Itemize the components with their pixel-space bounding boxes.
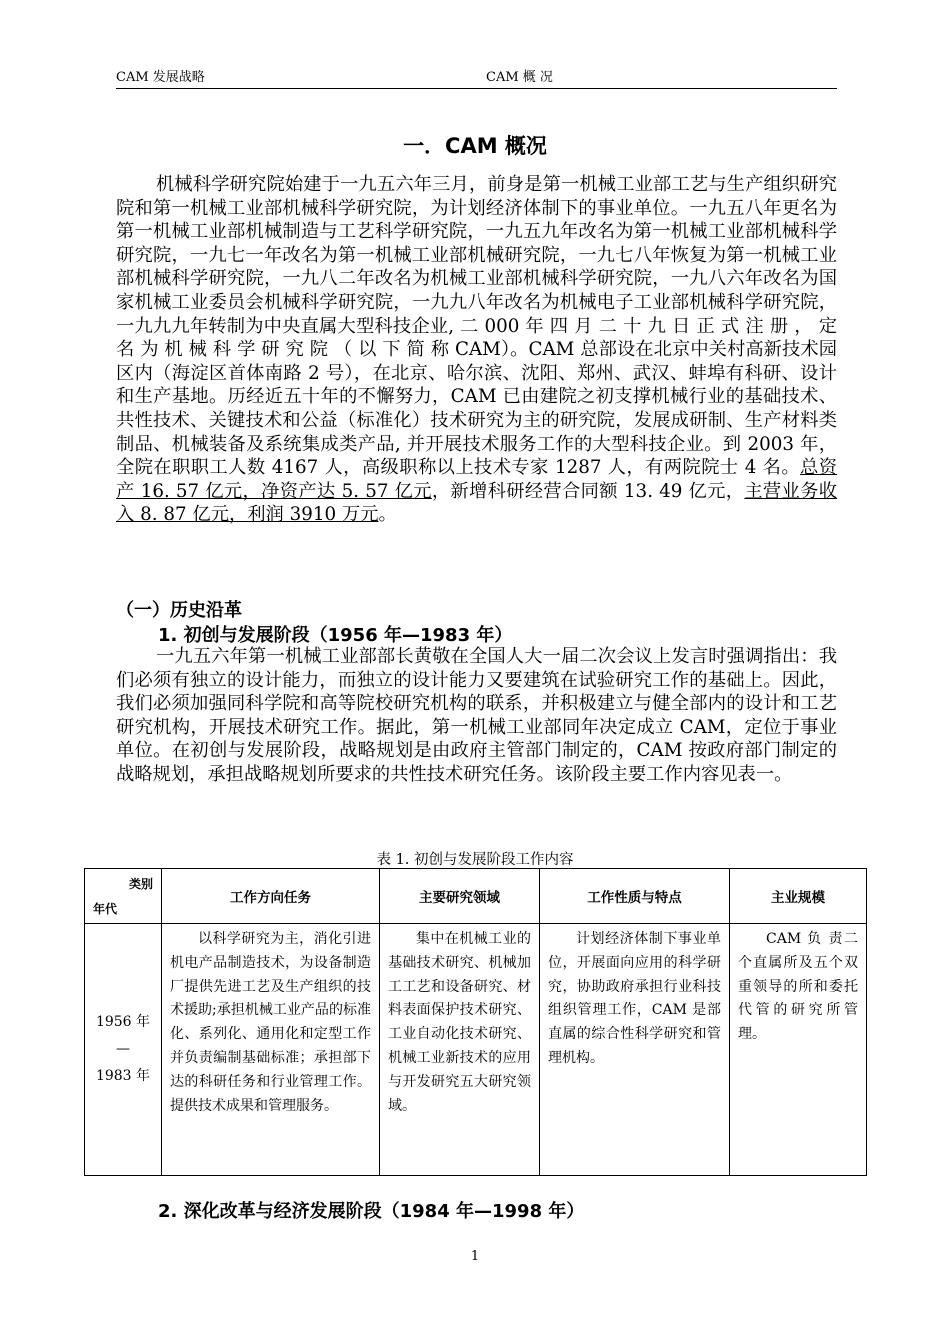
- scale-cell: [730, 924, 867, 1176]
- table-header-scale: 主业规模: [730, 869, 867, 924]
- stage1-paragraph: 一九五六年第一机械工业部部长黄敬在全国人大一届二次会议上发言时强调指出：我们必须有独立的设计能力，而独立的设计能力又要建筑在试验研究工作的基础上。因此，我们必须加强同科学院和高等院校研究机构的联系，并积极建立与健全部内的设计和工艺研究机构，开展技术研究工作。据此，第一机械工业部同年决定成立 CAM，定位于事业单位。在初创与发展阶段，战略规划是由政府主管部门制定的，CAM 按政府部门制定的战略规划，承担战略规划所要求的共性技术研究任务。该阶段主要工作内容见表一。: [116, 646, 837, 785]
- section-history-heading: （一）历史沿革: [116, 600, 242, 621]
- scale-text: CAM 负 责二个直属所及五个双重领导的所和委托代管的研究所管理。: [738, 931, 858, 1043]
- page-number: 1: [470, 1249, 480, 1264]
- era-start: 1956 年: [95, 1014, 151, 1030]
- header-left: CAM 发展战略: [116, 70, 205, 85]
- stage2-heading: 2. 深化改革与经济发展阶段（1984 年—1998 年）: [158, 1201, 585, 1222]
- corner-category-label: 类别: [128, 877, 153, 891]
- table-corner-cell: [85, 869, 162, 924]
- header-center: CAM 概 况: [486, 70, 553, 85]
- page-title: 一．CAM 概况: [403, 134, 547, 158]
- corner-era-label: 年代: [93, 902, 118, 916]
- table-header-row: [85, 869, 867, 924]
- era-end: 1983 年: [95, 1068, 151, 1084]
- intro-paragraph: [116, 173, 837, 527]
- direction-text: 以科学研究为主，消化引进机电产品制造技术，为设备制造厂提供先进工艺及生产组织的技术援助;承担机械工业产品的标准化、系列化、通用化和定型工作并负责编制基础标准；承担部下达的科研任务和行业管理工作。提供技术成果和管理服务。: [170, 931, 371, 1114]
- work-content-table: [84, 868, 867, 1176]
- nature-text: 计划经济体制下事业单位，开展面向应用的科学研究，协助政府承担行业科技组织管理工作，CAM 是部直属的综合性科学研究和管理机构。: [548, 931, 721, 1066]
- direction-cell: [162, 924, 380, 1176]
- table-header-nature: 工作性质与特点: [540, 869, 730, 924]
- page-header: [116, 66, 837, 89]
- table-row: [85, 924, 867, 1176]
- intro-text-c: 。: [378, 504, 397, 526]
- fields-text: 集中在机械工业的基础技术研究、机械加工工艺和设备研究、材料表面保护技术研究、工业自动化技术研究、机械工业新技术的应用与开发研究五大研究领域。: [388, 931, 531, 1114]
- table-caption: 表 1. 初创与发展阶段工作内容: [376, 852, 574, 868]
- intro-revenue-underlined: 主营业务收入 8. 87 亿元，利润 3910 万元: [116, 480, 838, 526]
- intro-text-b: ，新增科研经营合同额 13. 49 亿元，: [431, 480, 745, 502]
- intro-assets-underlined: 总资产 16. 57 亿元，净资产达 5. 57 亿元: [116, 457, 838, 502]
- nature-cell: [540, 924, 730, 1176]
- table-header-direction: 工作方向任务: [162, 869, 380, 924]
- intro-text-a: 机械科学研究院始建于一九五六年三月，前身是第一机械工业部工艺与生产组织研究院和第一机械工业部机械科学研究院，为计划经济体制下的事业单位。一九五八年更名为第一机械工业部机械制造与工艺科学研究院，一九五九年改名为第一机械工业部机械科学研究院，一九七一年改名为第一机械工业部机械研究院，一九七八年恢复为第一机械工业部机械科学研究院，一九八二年改名为机械工业部机械科学研究院，一九八六年改名为国家机械工业委员会机械科学研究院，一九九八年改名为机械电子工业部机械科学研究院，一九九九年转制为中央直属大型科技企业, 二 000 年 四 月 二 十 九 日 正 式 注 册 ， 定 名 为 机 械 科 学 研 究 院 （ 以 下 简 称 CAM）。CAM 总部设在北京中关村高新技术园区内（海淀区首体南路 2 号），在北京、哈尔滨、沈阳、郑州、武汉、蚌埠有科研、设计和生产基地。历经近五十年的不懈努力，CAM 已由建院之初支撑机械行业的基础技术、共性技术、关键技术和公益（标准化）技术研究为主的研究院，发展成研制、生产材料类制品、机械装备及系统集成类产品, 并开展技术服务工作的大型科技企业。到 2003 年，全院在职职工人数 4167 人，高级职称以上技术专家 1287 人，有两院院士 4 名。: [116, 174, 837, 479]
- era-cell: [85, 924, 162, 1176]
- era-dash: —: [116, 1041, 130, 1057]
- stage1-heading: 1. 初创与发展阶段（1956 年—1983 年）: [158, 625, 513, 646]
- fields-cell: [380, 924, 540, 1176]
- table-header-fields: 主要研究领域: [380, 869, 540, 924]
